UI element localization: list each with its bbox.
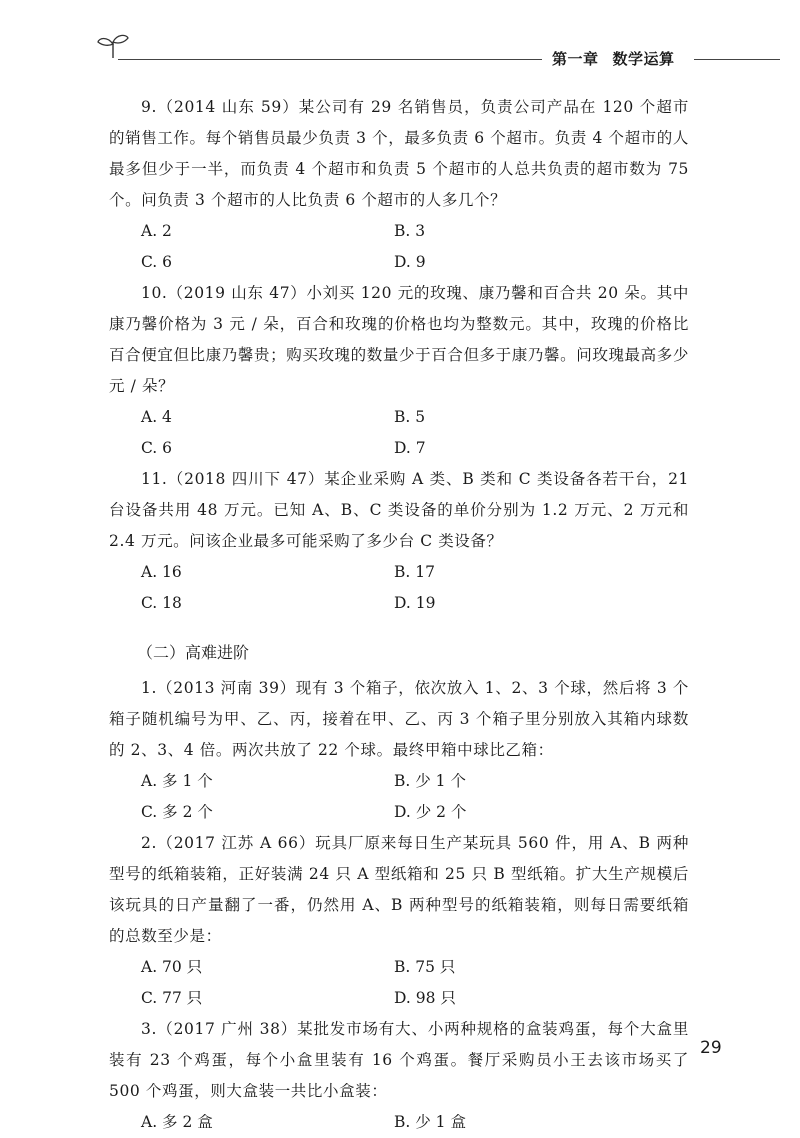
option-a: A. 多 1 个	[141, 772, 213, 790]
option-b: B. 3	[394, 222, 426, 240]
option-a: A. 2	[141, 222, 172, 240]
option-b: B. 少 1 盒	[394, 1113, 466, 1131]
option-d: D. 少 2 个	[394, 803, 467, 821]
option-c: C. 多 2 个	[141, 803, 213, 821]
question-text: 10.（2019 山东 47）小刘买 120 元的玫瑰、康乃馨和百合共 20 朵。其中康乃馨价格为 3 元 / 朵，百合和玫瑰的价格也均为整数元。其中，玫瑰的价格比百合便宜但比康乃馨贵；购买玫瑰的数量少于百合但多于康乃馨。问玫瑰最高多少元 / 朵？	[109, 284, 689, 395]
question-10	[109, 278, 689, 402]
question-adv-3	[109, 1014, 689, 1107]
option-a: A. 16	[141, 563, 182, 581]
question-text: 11.（2018 四川下 47）某企业采购 A 类、B 类和 C 类设备各若干台，21 台设备共用 48 万元。已知 A、B、C 类设备的单价分别为 1.2 万元、2 万元和 2.4 万元。问该企业最多可能采购了多少台 C 类设备？	[109, 470, 689, 550]
option-d: D. 7	[394, 439, 426, 457]
option-b: B. 少 1 个	[394, 772, 466, 790]
question-text: 9.（2014 山东 59）某公司有 29 名销售员，负责公司产品在 120 个超市的销售工作。每个销售员最少负责 3 个，最多负责 6 个超市。负责 4 个超市的人最多但少于一半，而负责 4 个超市和负责 5 个超市的人总共负责的超市数为 75 个。问负责 3 个超市的人比负责 6 个超市的人多几个？	[109, 98, 689, 209]
option-c: C. 6	[141, 439, 173, 457]
chapter-number: 第一章	[552, 50, 599, 68]
option-d: D. 9	[394, 253, 426, 271]
option-c: C. 6	[141, 253, 173, 271]
option-b: B. 75 只	[394, 958, 456, 976]
options-adv-2	[109, 952, 689, 1014]
option-c: C. 77 只	[141, 989, 203, 1007]
option-b: B. 5	[394, 408, 426, 426]
question-11	[109, 464, 689, 557]
options-11	[109, 557, 689, 619]
page-header	[0, 0, 800, 80]
question-text: 2.（2017 江苏 A 66）玩具厂原来每日生产某玩具 560 件，用 A、B 两种型号的纸箱装箱，正好装满 24 只 A 型纸箱和 25 只 B 型纸箱。扩大生产规模后该玩具的日产量翻了一番，仍然用 A、B 两种型号的纸箱装箱，则每日需要纸箱的总数至少是：	[109, 834, 689, 945]
option-d: D. 98 只	[394, 989, 456, 1007]
options-adv-3	[109, 1107, 689, 1138]
option-a: A. 4	[141, 408, 172, 426]
option-b: B. 17	[394, 563, 435, 581]
question-text: 1.（2013 河南 39）现有 3 个箱子，依次放入 1、2、3 个球，然后将 3 个箱子随机编号为甲、乙、丙，接着在甲、乙、丙 3 个箱子里分别放入其箱内球数的 2、3、4 倍。两次共放了 22 个球。最终甲箱中球比乙箱：	[109, 679, 689, 759]
question-9	[109, 92, 689, 216]
header-rule-left	[118, 59, 542, 60]
option-a: A. 70 只	[141, 958, 203, 976]
option-a: A. 多 2 盒	[141, 1113, 213, 1131]
question-adv-2	[109, 828, 689, 952]
section-title: （二）高难进阶	[137, 643, 250, 662]
question-adv-1	[109, 673, 689, 766]
page-number: 29	[700, 1038, 722, 1058]
options-9	[109, 216, 689, 278]
header-rule-right	[694, 59, 780, 60]
page-content	[109, 92, 689, 1138]
options-10	[109, 402, 689, 464]
option-c: C. 18	[141, 594, 182, 612]
options-adv-1	[109, 766, 689, 828]
chapter-title: 数学运算	[612, 50, 675, 68]
sprout-icon	[95, 30, 131, 60]
option-d: D. 19	[394, 594, 436, 612]
question-text: 3.（2017 广州 38）某批发市场有大、小两种规格的盒装鸡蛋，每个大盒里装有 23 个鸡蛋，每个小盒里装有 16 个鸡蛋。餐厅采购员小王去该市场买了 500 个鸡蛋，则大盒装一共比小盒装：	[109, 1020, 689, 1100]
chapter-heading	[552, 48, 675, 69]
